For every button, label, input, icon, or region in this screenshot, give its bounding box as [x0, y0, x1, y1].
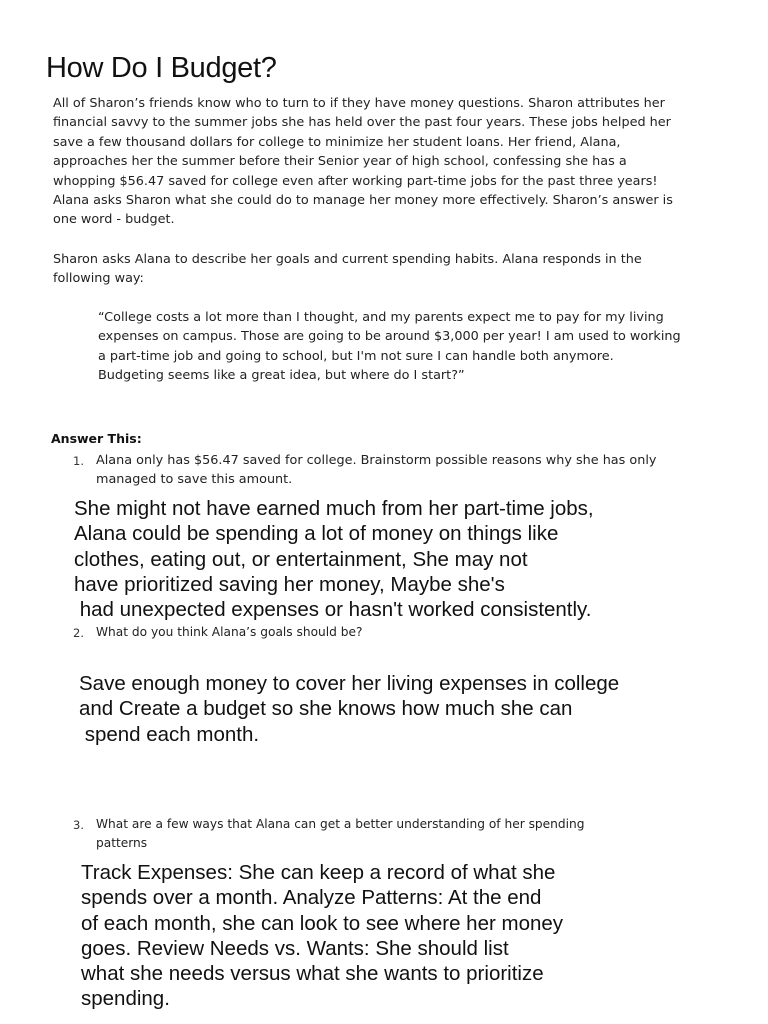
question-text: What do you think Alana’s goals should be? [96, 625, 363, 639]
question-text: Alana only has $56.47 saved for college. Brainstorm possible reasons why she has only managed to save this amount. [96, 453, 657, 488]
question-number: 3. [73, 818, 84, 832]
page-title: How Do I Budget? [46, 52, 277, 84]
intro-paragraph: All of Sharon’s friends know who to turn to if they have money questions. Sharon attributes her financial savvy to the summer jobs she has held over the past four years. These jobs helped her save a few thousand dollars for college to minimize her student loans. Her friend, Alana, approaches her the summer before their Senior year of high school, confessing she has a whopping $56.47 saved for college even after working part-time jobs for the past three years! Alana asks Sharon what she could do to manage her money more effectively. Sharon’s answer is one word - budget. [53, 96, 673, 228]
request-paragraph: Sharon asks Alana to describe her goals and current spending habits. Alana responds in the following way: [53, 252, 642, 287]
answer-text: Save enough money to cover her living expenses in college and Create a budget so she knows how much she can spend each month. [79, 672, 620, 746]
answer-text: Track Expenses: She can keep a record of what she spends over a month. Analyze Patterns: At the end of each month, she can look to see where her money goes. Review Needs vs. Wants: She should list what she needs versus what she wants to prioritize spending. [81, 861, 564, 1011]
answer-text: She might not have earned much from her part-time jobs, Alana could be spending a lot of money on things like clothes, eating out, or entertainment, She may not have prioritized saving her money, Maybe she's had unexpected expenses or hasn't worked consistently. [74, 497, 594, 622]
question-number: 2. [73, 626, 84, 640]
question-number: 1. [73, 454, 84, 468]
question-text: What are a few ways that Alana can get a better understanding of her spending patterns [96, 817, 585, 851]
alana-quote: “College costs a lot more than I thought, and my parents expect me to pay for my living expenses on campus. Those are going to be around $3,000 per year! I am used to working a part-time job and going to school, but I'm not sure I can handle both anymore. Budgeting seems like a great idea, but where do I start?” [98, 310, 681, 384]
answer-heading: Answer This: [51, 431, 142, 446]
